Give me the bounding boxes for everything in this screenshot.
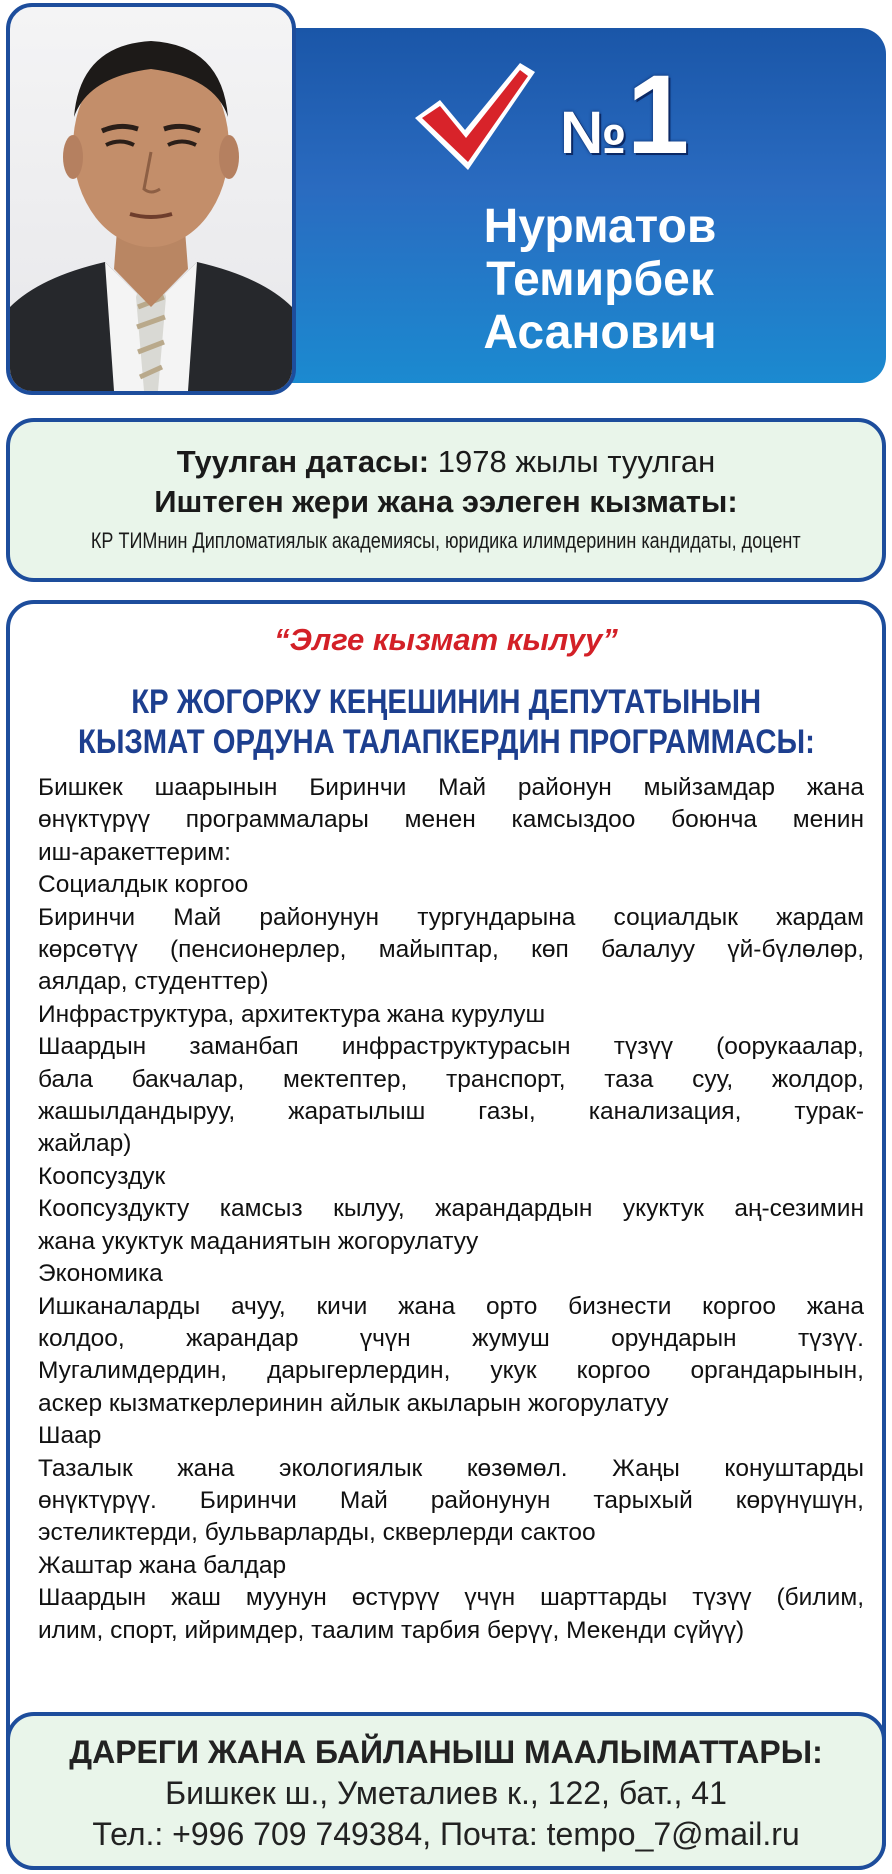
birth-info [10,444,882,480]
program-line: бала бакчалар, мектептер, транспорт, таза суу, жолдор, [38,1065,864,1093]
program-box [6,600,886,1870]
bio-info-box [6,418,886,582]
program-line: илим, спорт, ийримдер, таалим тарбия берүү, Мекенди сүйүү) [38,1616,745,1644]
program-line: өнүктүрүү программалары менен камсыздоо боюнча менин [38,806,864,834]
checkmark-icon [410,58,540,176]
program-line: Мугалимдердин, дарыгерлердин, укук коргоо органдарынын, [38,1357,864,1385]
program-line: өнүктүрүү. Биринчи Май районунун тарыхый көрүнүшүн, [38,1486,864,1514]
program-line: иш-аракеттерим: [38,838,231,866]
program-line: жайлар) [38,1130,132,1158]
program-line: колдоо, жарандар үчүн жумуш орундарын түзүү. [38,1324,864,1352]
program-line: Тазалык жана экологиялык көзөмөл. Жаңы конуштарды [38,1454,864,1482]
program-section-heading: Коопсуздук [38,1162,166,1190]
program-section-heading: Жаштар жана балдар [38,1551,287,1579]
work-value: КР ТИМнин Дипломатиялык академиясы, юридика илимдеринин кандидаты, доцент [91,528,801,553]
number-digit: 1 [626,52,690,177]
program-section-heading: Инфраструктура, архитектура жана курулуш [38,1000,546,1028]
program-line: көрсөтүү (пенсионерлер, майыптар, көп балалуу үй-бүлөлөр, [38,936,864,964]
program-title-line: КЫЗМАТ ОРДУНА ТАЛАПКЕРДИН ПРОГРАММАСЫ: [77,723,815,761]
candidate-photo [6,3,296,395]
program-line: Шаардын заманбап инфраструктурасын түзүү (оорукаалар, [38,1033,864,1061]
surname: Нурматов [483,200,717,253]
program-line: жашылдандыруу, жаратылыш газы, канализация, турак- [38,1098,864,1126]
contact-title: ДАРЕГИ ЖАНА БАЙЛАНЫШ МААЛЫМАТТАРЫ: [69,1734,823,1770]
program-line: Коопсуздукту камсыз кылуу, жарандардын укуктук аң-сезимин [38,1195,864,1223]
program-line: аялдар, студенттер) [38,968,269,996]
program-section-heading: Экономика [38,1260,163,1288]
contact-address: Бишкек ш., Уметалиев к., 122, бат., 41 [165,1775,727,1811]
work-label: Иштеген жери жана ээлеген кызматы: [154,484,738,519]
program-section-heading: Шаар [38,1422,102,1450]
birth-label: Туулган датасы: [176,444,430,479]
portrait-illustration [10,7,292,391]
program-title [10,682,882,762]
program-text [38,772,864,1647]
contact-box [6,1712,886,1870]
program-section-heading: Социалдык коргоо [38,871,249,899]
candidate-number [560,50,880,190]
program-line: аскер кызматкерлеринин айлык акыларын жогорулатуу [38,1389,669,1417]
program-line: Шаардын жаш муунун өстүрүү үчүн шарттарды түзүү (билим, [38,1584,864,1612]
program-title-line: КР ЖОГОРКУ КЕҢЕШИНИН ДЕПУТАТЫНЫН [131,683,761,721]
program-line: жана укуктук маданиятын жогорулатуу [38,1227,479,1255]
program-line: Ишканаларды ачуу, кичи жана орто бизнести коргоо жана [38,1292,864,1320]
number-prefix: № [560,99,627,166]
slogan: “Элге кызмат кылуу” [274,622,618,657]
birth-value: 1978 жылы туулган [429,444,716,479]
program-line: Бишкек шаарынын Биринчи Май районун мыйзамдар жана [38,774,864,801]
program-line: Биринчи Май районунун тургундарына социалдык жардам [38,903,864,931]
contact-phone-email: Тел.: +996 709 749384, Почта: tempo_7@mail.ru [92,1816,800,1852]
candidate-name [420,200,780,359]
patronymic: Асанович [483,306,717,359]
program-line: эстеликтерди, бульварларды, скверлерди сактоо [38,1519,596,1547]
first-name: Темирбек [486,253,714,306]
